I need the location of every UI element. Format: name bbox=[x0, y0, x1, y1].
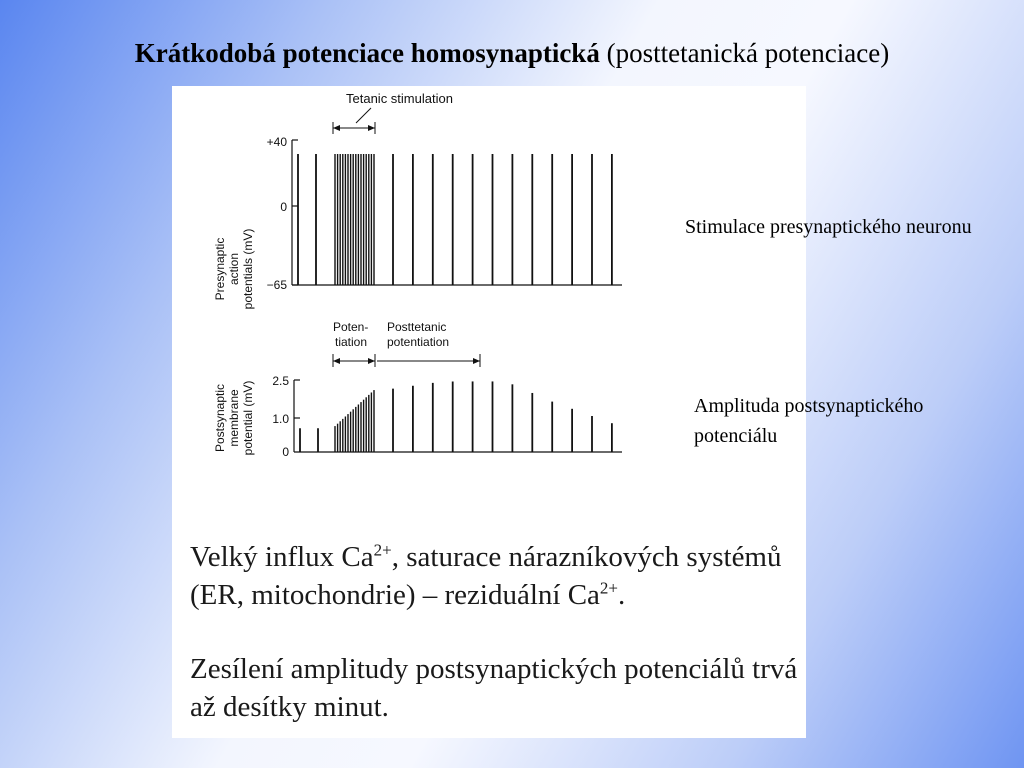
potentiation-label bbox=[333, 320, 368, 349]
top-ylabel-line-1: Presynaptic bbox=[213, 237, 227, 301]
top-ylabel-line-2: action bbox=[227, 252, 241, 286]
bottom-ylabel-line-2: membrane bbox=[227, 389, 241, 447]
posttetanic-bracket bbox=[377, 354, 480, 367]
top-ylabel bbox=[213, 229, 255, 310]
posttetanic-label bbox=[387, 320, 449, 349]
postsynaptic-potential-train bbox=[300, 381, 612, 452]
potentiation-label-line-1: Poten- bbox=[333, 320, 369, 334]
bottom-tick-2-5: 2.5 bbox=[272, 374, 289, 388]
posttetanic-label-line-2: potentiation bbox=[387, 335, 450, 349]
para1-sup-1: 2+ bbox=[373, 540, 392, 560]
potentiation-bracket bbox=[333, 354, 375, 367]
para1-text-c: . bbox=[618, 579, 626, 611]
presynaptic-spike-train bbox=[298, 154, 612, 285]
tetanic-bracket bbox=[333, 122, 375, 134]
top-tick-plus40: +40 bbox=[266, 135, 287, 149]
bottom-ylabel bbox=[213, 381, 255, 456]
top-tick-minus65: −65 bbox=[266, 278, 287, 292]
tetanic-pointer-line bbox=[356, 108, 371, 123]
paragraph-amplitude-duration: Zesílení amplitudy postsynaptických potenciálů trvá až desítky minut. bbox=[190, 653, 798, 723]
paragraph-calcium-influx bbox=[190, 538, 800, 614]
para1-sup-2: 2+ bbox=[599, 578, 619, 598]
slide-title-normal: (posttetanická potenciace) bbox=[606, 38, 890, 68]
para1-text-b: , saturace nárazníkových systémů (ER, mitochondrie) – reziduální Ca bbox=[190, 541, 782, 611]
bottom-ylabel-line-1: Postsynaptic bbox=[213, 383, 227, 453]
tetanic-stimulation-label: Tetanic stimulation bbox=[346, 91, 453, 106]
caption-postsynaptic-amplitude: Amplituda postsynaptického potenciálu bbox=[694, 395, 924, 447]
bottom-tick-1-0: 1.0 bbox=[272, 412, 289, 426]
slide-title-bold: Krátkodobá potenciace homosynaptická bbox=[134, 38, 600, 68]
top-tick-zero: 0 bbox=[280, 200, 287, 214]
bottom-ylabel-line-3: potential (mV) bbox=[241, 380, 255, 456]
potentiation-label-line-2: tiation bbox=[335, 335, 368, 349]
para1-text-a: Velký influx Ca bbox=[190, 541, 374, 573]
slide-title bbox=[0, 38, 1024, 69]
caption-presynaptic-stimulation: Stimulace presynaptického neuronu bbox=[685, 216, 972, 238]
bottom-tick-zero: 0 bbox=[282, 445, 289, 459]
posttetanic-label-line-1: Posttetanic bbox=[387, 320, 447, 334]
top-ylabel-line-3: potentials (mV) bbox=[241, 228, 255, 310]
